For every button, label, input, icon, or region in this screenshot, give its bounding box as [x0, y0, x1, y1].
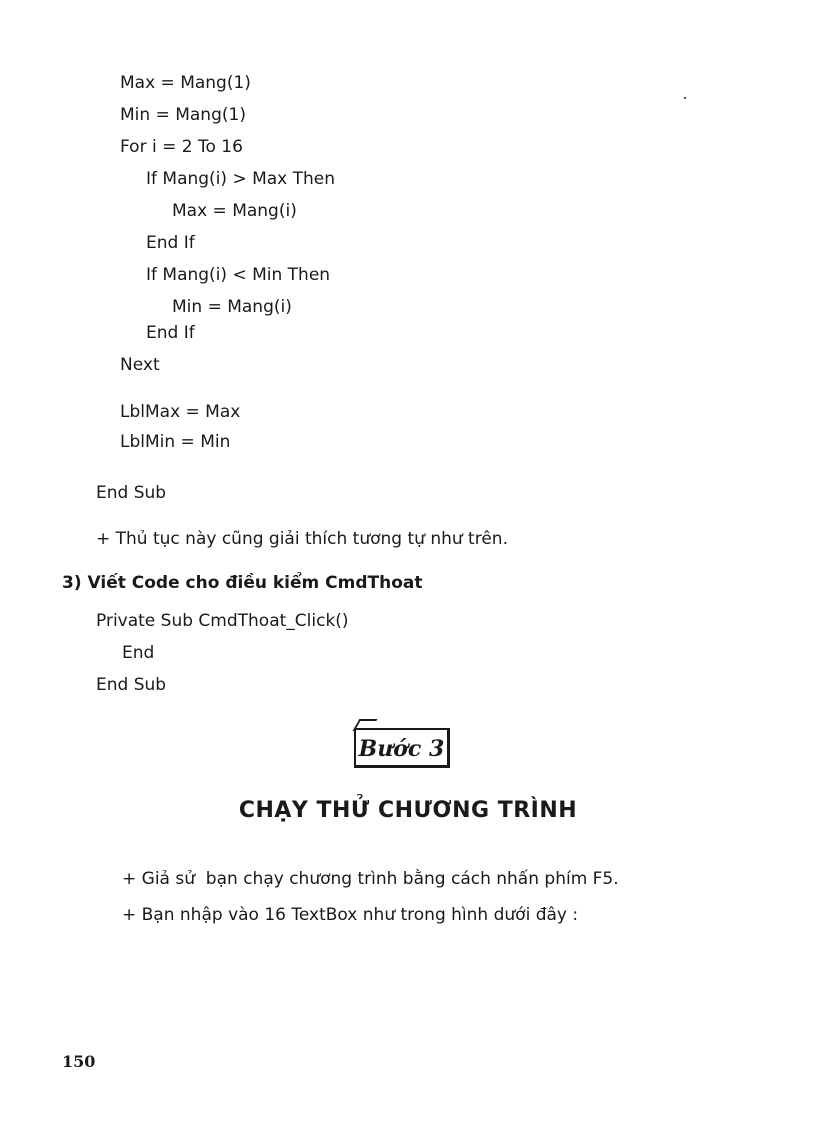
- page-number: 150: [62, 1052, 96, 1071]
- code-line: End Sub: [96, 675, 167, 695]
- step-box: [354, 728, 450, 768]
- code-line: Min = Mang(1): [120, 105, 246, 125]
- code-line: End If: [146, 233, 195, 253]
- code-line: For i = 2 To 16: [120, 137, 243, 157]
- code-line: Max = Mang(i): [172, 201, 297, 221]
- code-line: Max = Mang(1): [120, 73, 251, 93]
- run-note: + Giả sử bạn chạy chương trình bằng cách nhấn phím F5.: [122, 869, 619, 889]
- code-line: Private Sub CmdThoat_Click(): [96, 611, 349, 631]
- code-line: End If: [146, 323, 195, 343]
- scan-speck: [684, 97, 686, 99]
- code-line: LblMax = Max: [120, 402, 241, 422]
- code-line: Next: [120, 355, 160, 375]
- step-label: Bước 3: [358, 736, 445, 762]
- code-line: End Sub: [96, 483, 167, 503]
- code-line: Min = Mang(i): [172, 297, 292, 317]
- section-heading: 3) Viết Code cho điều kiểm CmdThoat: [62, 573, 423, 593]
- code-line: LblMin = Min: [120, 432, 231, 452]
- explanation-note: + Thủ tục này cũng giải thích tương tự như trên.: [96, 529, 508, 549]
- code-line: If Mang(i) > Max Then: [146, 169, 336, 189]
- run-note: + Bạn nhập vào 16 TextBox như trong hình dưới đây :: [122, 905, 579, 925]
- code-line: End: [122, 643, 155, 663]
- code-line: If Mang(i) < Min Then: [146, 265, 331, 285]
- step-title: CHẠY THỬ CHƯƠNG TRÌNH: [238, 798, 578, 823]
